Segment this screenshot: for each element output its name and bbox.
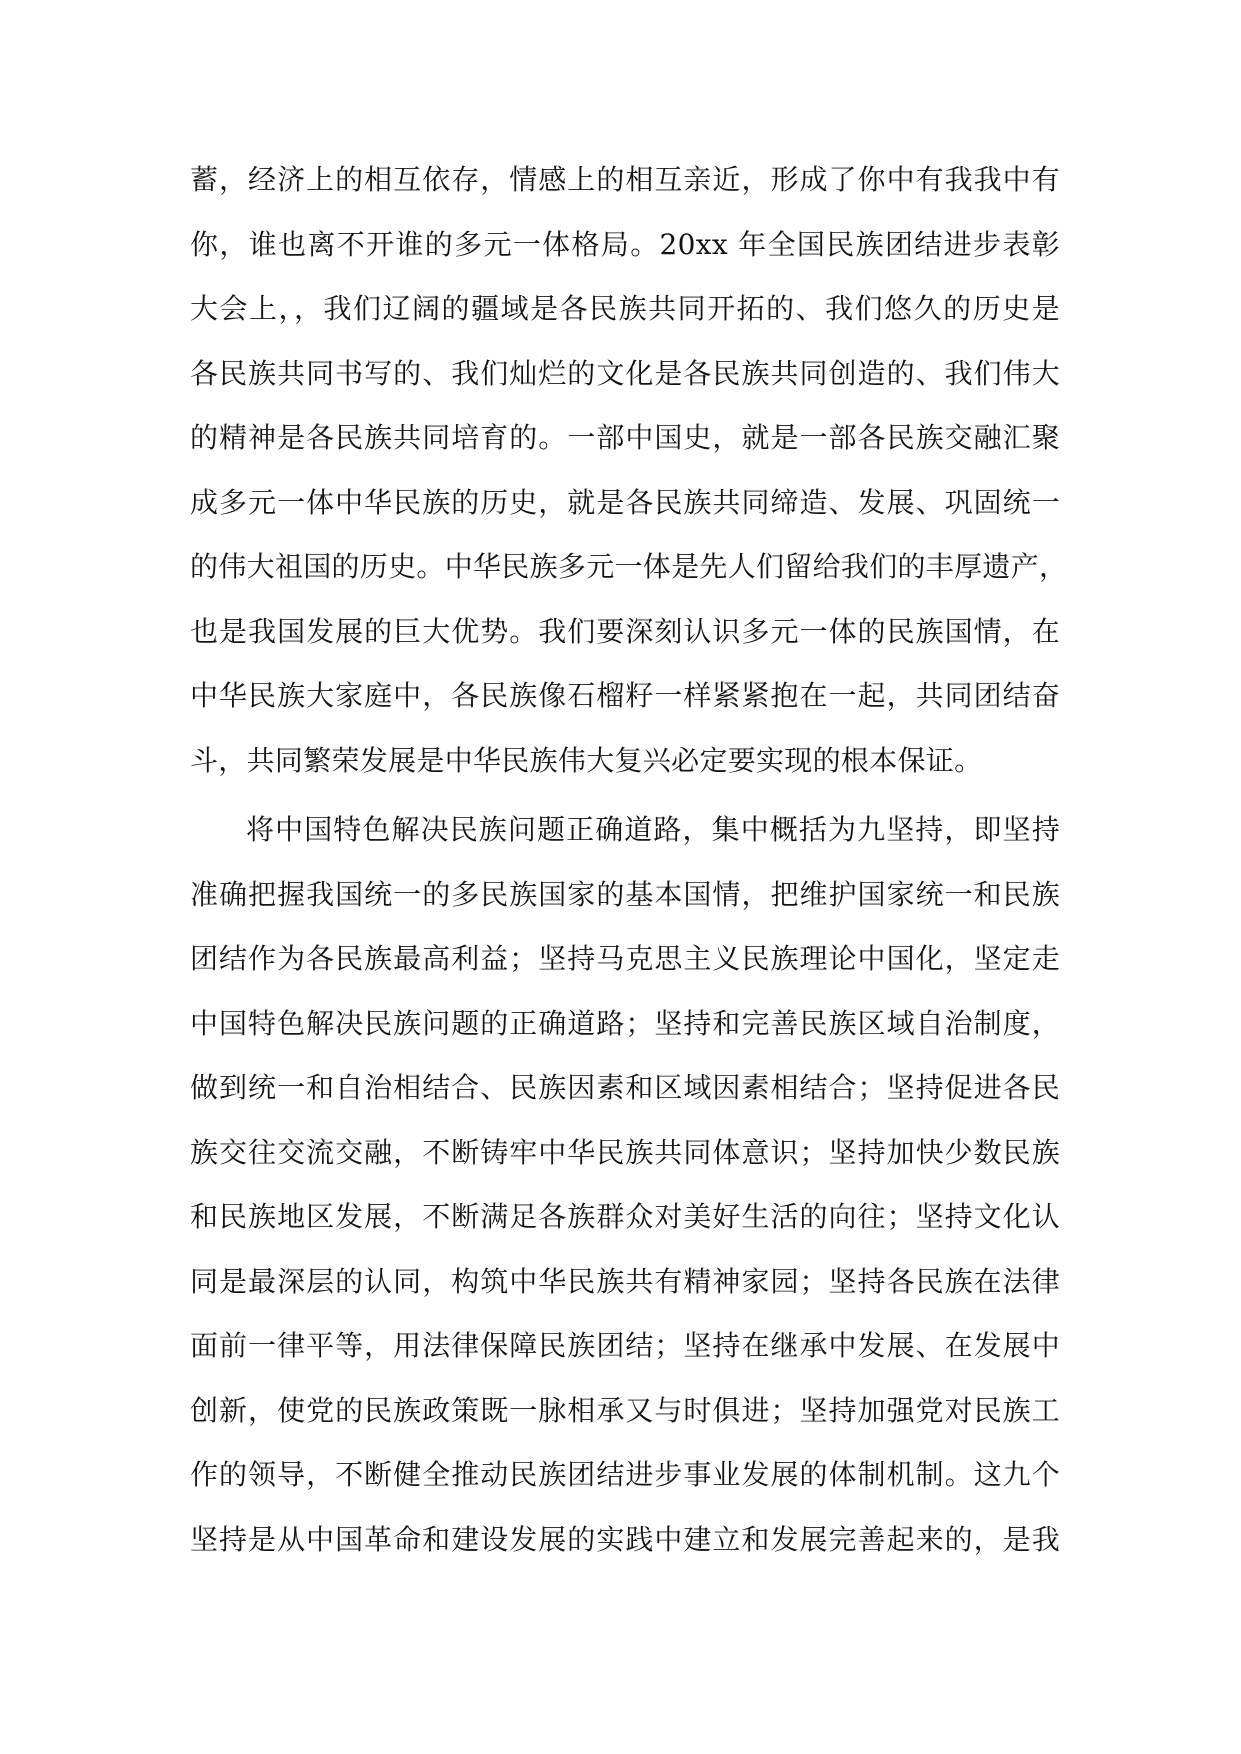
paragraph-line: 做到统一和自治相结合、民族因素和区域因素相结合；坚持促进各民 [190, 1071, 1060, 1104]
paragraph-line: 面前一律平等，用法律保障民族团结；坚持在继承中发展、在发展中 [190, 1329, 1060, 1362]
paragraph-2 [190, 798, 1060, 1572]
paragraph-line: 同是最深层的认同，构筑中华民族共有精神家园；坚持各民族在法律 [190, 1264, 1060, 1298]
paragraph-line: 坚持是从中国革命和建设发展的实践中建立和发展完善起来的，是我 [190, 1522, 1060, 1556]
paragraph-line: 中国特色解决民族问题的正确道路；坚持和完善民族区域自治制度， [190, 1006, 1060, 1040]
paragraph-line: 作的领导，不断健全推动民族团结进步事业发展的体制机制。这九个 [190, 1458, 1060, 1491]
paragraph-line: 的精神是各民族共同培育的。一部中国史，就是一部各民族交融汇聚 [190, 421, 1060, 454]
paragraph-line: 团结作为各民族最高利益；坚持马克思主义民族理论中国化，坚定走 [190, 942, 1060, 975]
paragraph-1 [190, 148, 1068, 793]
paragraph-line: 你，谁也离不开谁的多元一体格局。20xx 年全国民族团结进步表彰 [190, 227, 1060, 261]
paragraph-line: 蓄，经济上的相互依存，情感上的相互亲近，形成了你中有我我中有 [190, 163, 1060, 196]
paragraph-line: 将中国特色解决民族问题正确道路，集中概括为九坚持，即坚持 [246, 813, 1060, 846]
paragraph-line: 创新，使党的民族政策既一脉相承又与时俱进；坚持加强党对民族工 [190, 1393, 1060, 1427]
paragraph-line: 族交往交流交融，不断铸牢中华民族共同体意识；坚持加快少数民族 [190, 1135, 1060, 1169]
paragraph-line: 也是我国发展的巨大优势。我们要深刻认识多元一体的民族国情，在 [190, 614, 1060, 648]
paragraph-line: 中华民族大家庭中，各民族像石榴籽一样紧紧抱在一起，共同团结奋 [190, 679, 1060, 712]
paragraph-line: 各民族共同书写的、我们灿烂的文化是各民族共同创造的、我们伟大 [190, 356, 1060, 390]
paragraph-line: 斗，共同繁荣发展是中华民族伟大复兴必定要实现的根本保证。 [190, 743, 983, 777]
paragraph-line: 准确把握我国统一的多民族国家的基本国情，把维护国家统一和民族 [190, 877, 1060, 911]
paragraph-line: 和民族地区发展，不断满足各族群众对美好生活的向往；坚持文化认 [190, 1200, 1060, 1233]
paragraph-line: 的伟大祖国的历史。中华民族多元一体是先人们留给我们的丰厚遗产， [190, 550, 1068, 583]
paragraph-line: 成多元一体中华民族的历史，就是各民族共同缔造、发展、巩固统一 [190, 485, 1060, 519]
paragraph-line: 大会上，，我们辽阔的疆域是各民族共同开拓的、我们悠久的历史是 [190, 292, 1060, 325]
